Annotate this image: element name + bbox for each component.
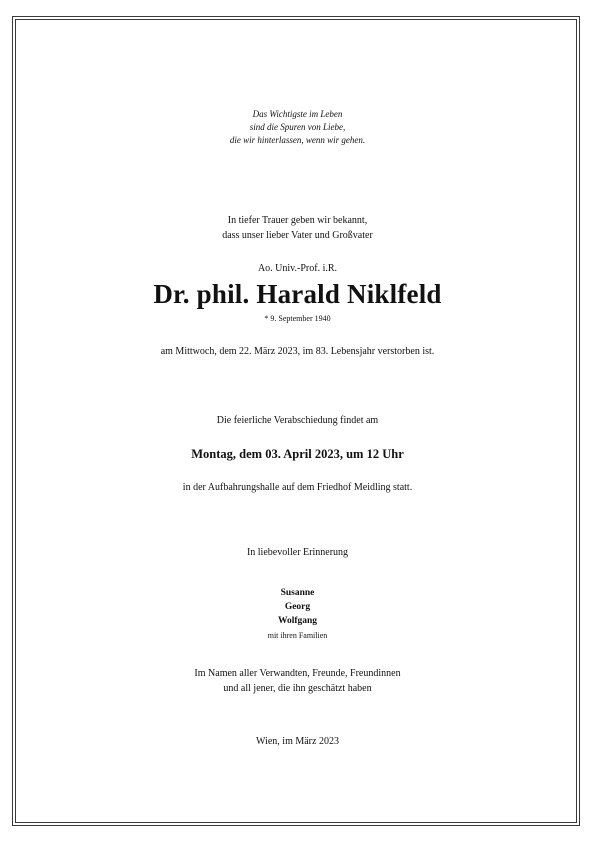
mourner-name: Susanne (280, 588, 315, 598)
closing-place-date: Wien, im März 2023 (256, 736, 339, 747)
mourner-name: Georg (284, 602, 311, 612)
relatives-line-1: Im Namen aller Verwandten, Freunde, Freundinnen (194, 668, 401, 679)
motto-line-2: sind die Spuren von Liebe, (249, 122, 346, 132)
mourner-name: Wolfgang (277, 616, 318, 626)
motto-line-3: die wir hinterlassen, wenn wir gehen. (229, 135, 366, 145)
ceremony-place: in der Aufbahrungshalle auf dem Friedhof Meidling statt. (182, 482, 413, 493)
ceremony-intro: Die feierliche Verabschiedung findet am (216, 415, 379, 426)
announcement-line-2: dass unser lieber Vater und Großvater (222, 230, 373, 241)
title-prefix: Ao. Univ.-Prof. i.R. (257, 263, 338, 274)
birth-date: * 9. September 1940 (264, 314, 331, 323)
deceased-name: Dr. phil. Harald Niklfeld (153, 279, 442, 309)
ceremony-date: Montag, dem 03. April 2023, um 12 Uhr (191, 447, 404, 461)
remembrance-heading: In liebevoller Erinnerung (246, 547, 349, 558)
announcement-line-1: In tiefer Trauer geben wir bekannt, (227, 215, 368, 226)
death-text: am Mittwoch, dem 22. März 2023, im 83. Lebensjahr verstorben ist. (160, 346, 435, 357)
motto-line-1: Das Wichtigste im Leben (252, 109, 343, 119)
relatives-line-2: und all jener, die ihn geschätzt haben (223, 683, 372, 694)
mourner-families: mit ihren Familien (267, 631, 328, 640)
